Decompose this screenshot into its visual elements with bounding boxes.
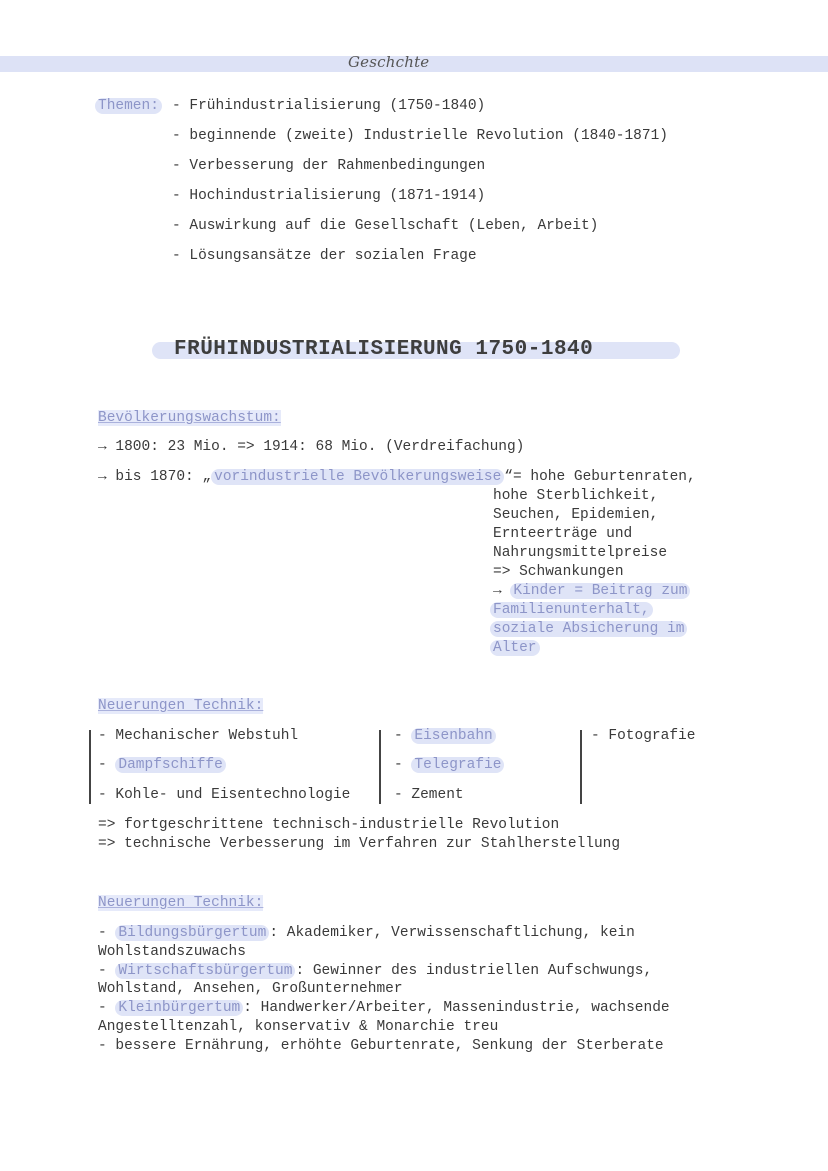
highlight-term: Alter: [490, 640, 540, 656]
technik-item: - Mechanischer Webstuhl: [98, 728, 299, 744]
highlight-term: Familienunterhalt,: [490, 602, 653, 618]
topic-item: - Frühindustrialisierung (1750-1840): [172, 98, 486, 114]
highlight-term: vorindustrielle Bevölkerungsweise: [211, 469, 504, 485]
detail-line: Nahrungsmittelpreise: [493, 545, 668, 561]
column-divider: [580, 730, 582, 804]
highlight-term: Kinder = Beitrag zum: [510, 583, 690, 599]
technik-item: - Zement: [394, 787, 464, 803]
highlight-term: Kleinbürgertum: [115, 1000, 243, 1016]
society-line: [98, 925, 635, 941]
highlight-term: soziale Absicherung im: [490, 621, 687, 637]
item-text: : Akademiker, Verwissenschaftlichung, kein: [269, 925, 635, 941]
children-line: [493, 583, 690, 599]
section-heading: [150, 338, 680, 364]
topic-item: - Hochindustrialisierung (1871-1914): [172, 188, 486, 204]
topic-item: - Lösungsansätze der sozialen Frage: [172, 248, 477, 264]
highlight-term: Dampfschiffe: [115, 757, 225, 773]
society-line: - bessere Ernährung, erhöhte Geburtenrate, Senkung der Sterberate: [98, 1038, 664, 1054]
item-prefix: -: [98, 963, 116, 979]
children-line: [490, 602, 653, 618]
technik-heading: Neuerungen Technik:: [98, 698, 264, 714]
society-line: [98, 963, 652, 979]
population-line: → 1800: 23 Mio. => 1914: 68 Mio. (Verdreifachung): [98, 439, 525, 455]
children-line: [490, 621, 687, 637]
society-line: Angestelltenzahl, konservativ & Monarchie treu: [98, 1019, 499, 1035]
detail-line: Ernteerträge und: [493, 526, 633, 542]
item-prefix: -: [394, 728, 412, 744]
line-prefix: → bis 1870: „: [98, 469, 212, 485]
item-prefix: -: [394, 757, 412, 773]
technik-item: - Fotografie: [591, 728, 696, 744]
item-text: : Handwerker/Arbeiter, Massenindustrie, wachsende: [243, 1000, 670, 1016]
population-heading: Bevölkerungswachstum:: [98, 410, 281, 426]
highlight-term: Telegrafie: [411, 757, 504, 773]
children-line: [490, 640, 540, 656]
society-line: Wohlstandszuwachs: [98, 944, 246, 960]
page-title: Geschchte: [348, 53, 430, 71]
conclusion-line: => technische Verbesserung im Verfahren zur Stahlherstellung: [98, 836, 621, 852]
society-line: [98, 1000, 670, 1016]
detail-line: Seuchen, Epidemien,: [493, 507, 659, 523]
column-divider: [89, 730, 91, 804]
technik-item: [394, 757, 504, 773]
column-divider: [379, 730, 381, 804]
topic-item: - Verbesserung der Rahmenbedingungen: [172, 158, 486, 174]
society-heading: Neuerungen Technik:: [98, 895, 264, 911]
item-prefix: -: [98, 1000, 116, 1016]
detail-line: => Schwankungen: [493, 564, 624, 580]
item-prefix: -: [98, 757, 116, 773]
technik-item: [394, 728, 496, 744]
section-heading-text: FRÜHINDUSTRIALISIERUNG 1750-1840: [174, 338, 594, 361]
highlight-term: Eisenbahn: [411, 728, 495, 744]
topic-item: - beginnende (zweite) Industrielle Revolution (1840-1871): [172, 128, 668, 144]
detail-line: hohe Sterblichkeit,: [493, 488, 659, 504]
highlight-term: Wirtschaftsbürgertum: [115, 963, 295, 979]
item-text: : Gewinner des industriellen Aufschwungs,: [295, 963, 653, 979]
conclusion-line: => fortgeschrittene technisch-industrielle Revolution: [98, 817, 560, 833]
society-line: Wohlstand, Ansehen, Großunternehmer: [98, 981, 403, 997]
population-line: [98, 469, 696, 485]
topic-item: - Auswirkung auf die Gesellschaft (Leben, Arbeit): [172, 218, 599, 234]
topics-label: Themen:: [95, 98, 162, 114]
technik-item: [98, 757, 226, 773]
technik-item: - Kohle- und Eisentechnologie: [98, 787, 351, 803]
highlight-term: Bildungsbürgertum: [115, 925, 269, 941]
item-prefix: -: [98, 925, 116, 941]
line-suffix: “= hohe Geburtenraten,: [504, 469, 696, 485]
arrow: →: [493, 583, 511, 599]
